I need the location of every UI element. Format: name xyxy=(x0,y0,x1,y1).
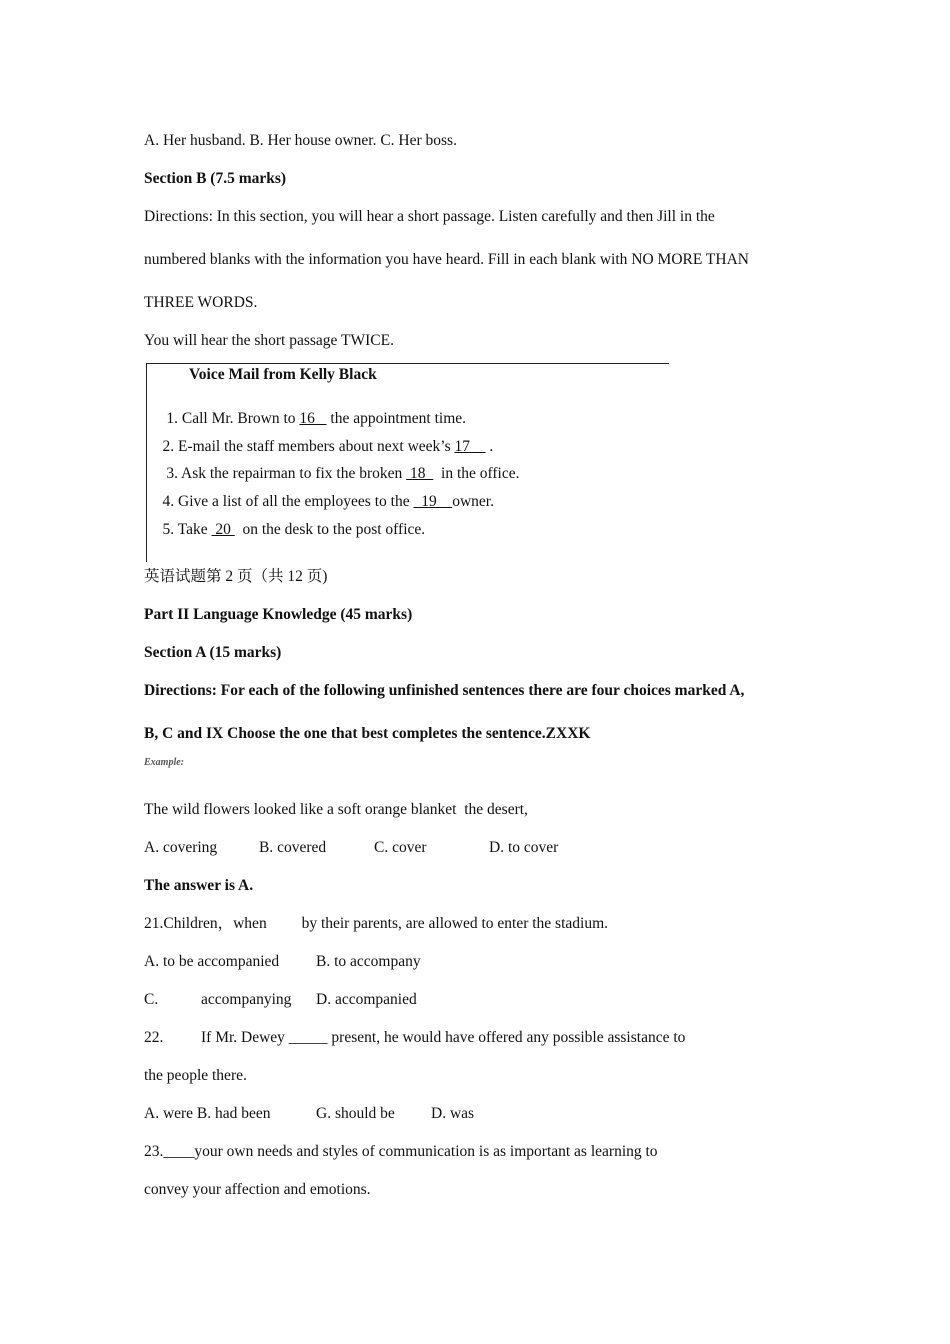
section-b-heading: Section B (7.5 marks) xyxy=(144,170,287,187)
item-text: owner. xyxy=(452,492,494,510)
voice-mail-item-20 xyxy=(147,506,425,553)
question-22-stem-1: If Mr. Dewey _____ present, he would have offered any possible assistance to xyxy=(201,1029,686,1046)
question-23-stem-1: 23.____your own needs and styles of communication is as important as learning to xyxy=(144,1143,658,1160)
question-22-number: 22. xyxy=(144,1029,164,1046)
answer-blank-19[interactable]: 19 xyxy=(413,492,453,510)
example-option-c: C. cover xyxy=(374,839,427,856)
item-text: 4. Give a list of all the employees to the xyxy=(162,492,414,510)
answer-blank-18[interactable]: 18 xyxy=(406,464,434,482)
answer-blank-16[interactable]: 16 xyxy=(299,409,327,427)
question-21-option-a: A. to be accompanied xyxy=(144,953,280,970)
example-option-d: D. to cover xyxy=(489,839,559,856)
item-text: in the office. xyxy=(433,464,520,482)
section-b-directions-line-2: numbered blanks with the information you have heard. Fill in each blank with NO MORE THAN xyxy=(144,251,749,268)
voice-mail-title: Voice Mail from Kelly Black xyxy=(189,366,377,383)
section-b-directions-line-3: THREE WORDS. xyxy=(144,294,258,311)
section-b-note: You will hear the short passage TWICE. xyxy=(144,332,394,349)
example-option-a: A. covering xyxy=(144,839,218,856)
part-2-heading: Part II Language Knowledge (45 marks) xyxy=(144,606,413,623)
question-22-stem-2: the people there. xyxy=(144,1067,247,1084)
box-top-border xyxy=(146,363,669,364)
question-22-options-ab: A. were B. had been xyxy=(144,1105,271,1122)
part-2-directions-line-1: Directions: For each of the following unfinished sentences there are four choices marked A, xyxy=(144,682,745,699)
item-text: 3. Ask the repairman to fix the broken xyxy=(162,464,407,482)
item-text: 1. Call Mr. Brown to xyxy=(162,409,300,427)
item-text: 5. Take xyxy=(162,520,212,538)
question-21-stem: 21.Children，when by their parents, are allowed to enter the stadium. xyxy=(144,915,609,932)
question-22-option-c: G. should be xyxy=(316,1105,395,1122)
section-a-heading: Section A (15 marks) xyxy=(144,644,282,661)
example-label: Example: xyxy=(144,757,184,768)
question-21-option-c-label: C. xyxy=(144,991,159,1008)
item-text: the appointment time. xyxy=(326,409,467,427)
question-21-option-b: B. to accompany xyxy=(316,953,421,970)
example-sentence: The wild flowers looked like a soft orange blanket the desert, xyxy=(144,801,528,818)
item-text: on the desk to the post office. xyxy=(234,520,426,538)
page-footer: 英语试题第 2 页（共 12 页) xyxy=(144,568,328,585)
question-22-option-d: D. was xyxy=(431,1105,475,1122)
item-text: 2. E-mail the staff members about next week’s xyxy=(162,437,455,455)
part-2-directions-line-2: B, C and IX Choose the one that best completes the sentence.ZXXK xyxy=(144,725,591,742)
answer-blank-17[interactable]: 17__ xyxy=(454,437,486,455)
listening-option-line: A. Her husband. B. Her house owner. C. Her boss. xyxy=(144,132,457,149)
example-answer: The answer is A. xyxy=(144,877,254,894)
answer-blank-20[interactable]: 20 xyxy=(211,520,235,538)
section-b-directions-line-1: Directions: In this section, you will hear a short passage. Listen carefully and then Jill in the xyxy=(144,208,715,225)
question-21-option-d: D. accompanied xyxy=(316,991,417,1008)
item-text: . xyxy=(485,437,494,455)
example-option-b: B. covered xyxy=(259,839,327,856)
question-23-stem-2: convey your affection and emotions. xyxy=(144,1181,371,1198)
question-21-option-c-text: accompanying xyxy=(201,991,292,1008)
